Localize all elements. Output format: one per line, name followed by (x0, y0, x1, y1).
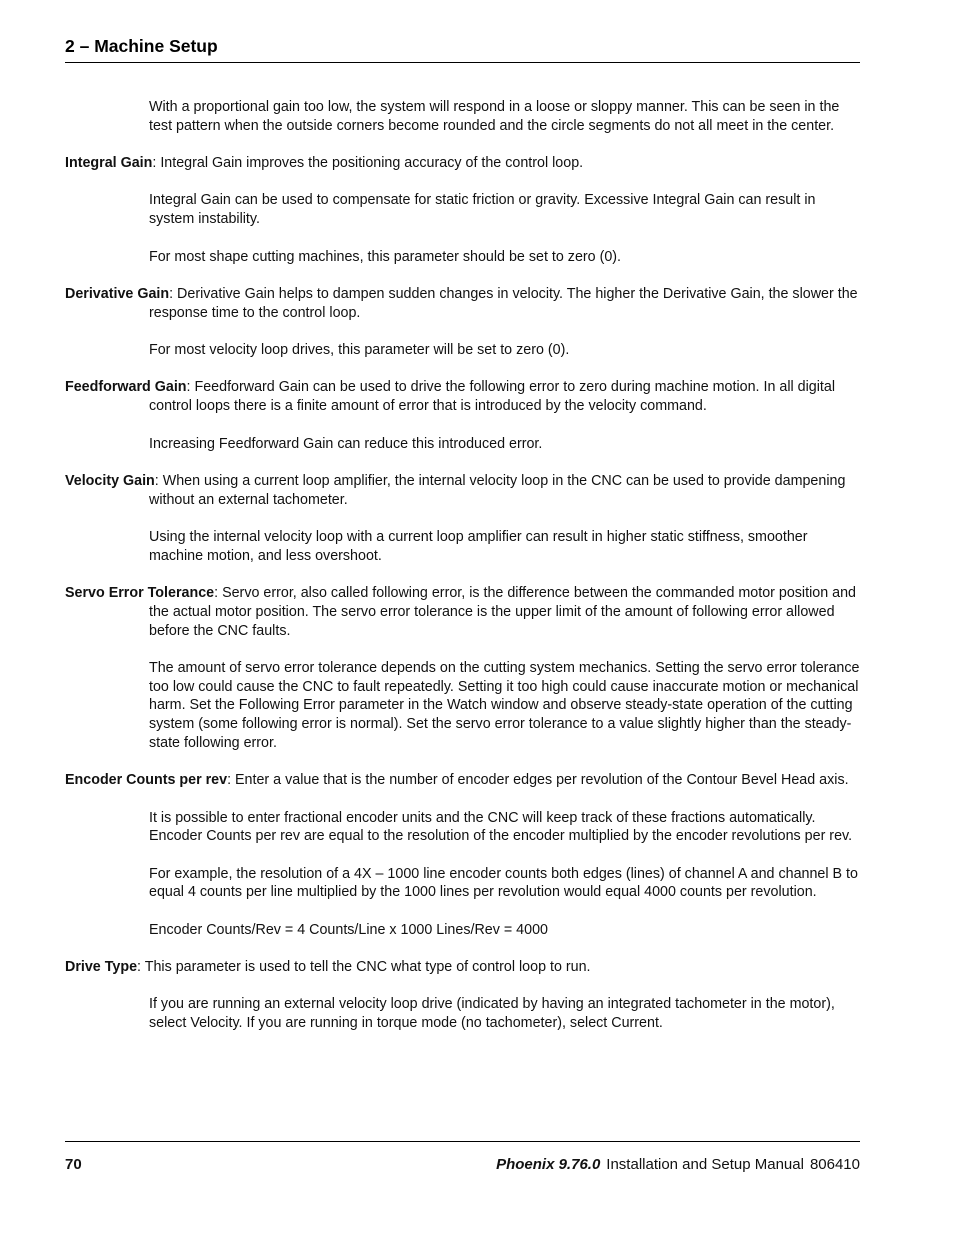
definition-text: : Servo error, also called following error, is the difference between the commanded motor position and the actual motor position. The servo error tolerance is the upper limit of the amount of following error allowed before the CNC faults. (149, 585, 856, 639)
term-integral-gain: Integral Gain (65, 155, 153, 172)
term-velocity-gain: Velocity Gain (65, 472, 155, 489)
part-number: 806410 (809, 1156, 860, 1173)
header-divider (65, 62, 860, 63)
paragraph: For example, the resolution of a 4X – 1000 line encoder counts both edges (lines) of channel A and channel B to equal 4 counts per line multiplied by the 1000 lines per revolution would equal 4000 counts per revolution. (149, 865, 858, 901)
definition-text: : Integral Gain improves the positioning accuracy of the control loop. (152, 155, 584, 172)
product-name: Phoenix 9.76.0 (496, 1156, 601, 1173)
definition-integral-gain (65, 154, 860, 173)
paragraph: Integral Gain can be used to compensate for static friction or gravity. Excessive Integral Gain can result in system instability. (149, 192, 816, 228)
paragraph: For most shape cutting machines, this parameter should be set to zero (0). (149, 248, 622, 265)
footer-manual-info (496, 1156, 860, 1173)
definition-text: : When using a current loop amplifier, the internal velocity loop in the CNC can be used to provide dampening without an external tachometer. (149, 472, 846, 508)
term-drive-type: Drive Type (65, 959, 138, 976)
paragraph: If you are running an external velocity loop drive (indicated by having an integrated tachometer in the motor), select Velocity. If you are running in torque mode (no tachometer), select Current. (149, 996, 835, 1032)
definition-drive-type (65, 958, 860, 977)
section-header: 2 – Machine Setup (65, 36, 218, 56)
page-body (65, 98, 860, 1052)
definition-text: : This parameter is used to tell the CNC what type of control loop to run. (137, 959, 591, 976)
term-feedforward-gain: Feedforward Gain (65, 379, 187, 396)
definition-encoder-counts (65, 771, 860, 790)
paragraph: Increasing Feedforward Gain can reduce this introduced error. (149, 435, 543, 452)
definition-velocity-gain (65, 472, 860, 509)
page-number: 70 (65, 1156, 82, 1173)
manual-title: Installation and Setup Manual (606, 1156, 804, 1173)
term-servo-error-tolerance: Servo Error Tolerance (65, 585, 215, 602)
definition-text: : Derivative Gain helps to dampen sudden changes in velocity. The higher the Derivative Gain, the slower the response time to the control loop. (149, 285, 858, 321)
paragraph: It is possible to enter fractional encoder units and the CNC will keep track of these fractions automatically. Encoder Counts per rev are equal to the resolution of the encoder multiplied by the encoder revolutions per rev. (149, 809, 853, 845)
term-encoder-counts: Encoder Counts per rev (65, 772, 228, 789)
definition-feedforward-gain (65, 378, 860, 415)
paragraph: The amount of servo error tolerance depends on the cutting system mechanics. Setting the servo error tolerance too low could cause the CNC to fault repeatedly. Setting it too high could cause inaccurate motion or mechanical harm. Set the Following Error parameter in the Watch window and observe steady-state operation of the cutting system (some following error is normal). Set the servo error tolerance to a value slightly higher than the steady-state following error. (149, 659, 860, 751)
definition-derivative-gain (65, 285, 860, 322)
paragraph: Using the internal velocity loop with a current loop amplifier can result in higher static stiffness, smoother machine motion, and less overshoot. (149, 529, 808, 564)
definition-text: : Feedforward Gain can be used to drive the following error to zero during machine motion. In all digital control loops there is a finite amount of error that is introduced by the velocity command. (149, 379, 836, 415)
footer-divider (65, 1141, 860, 1142)
definition-text: : Enter a value that is the number of encoder edges per revolution of the Contour Bevel Head axis. (227, 772, 849, 789)
formula: Encoder Counts/Rev = 4 Counts/Line x 1000 Lines/Rev = 4000 (149, 921, 548, 938)
paragraph: For most velocity loop drives, this parameter will be set to zero (0). (149, 342, 570, 359)
term-derivative-gain: Derivative Gain (65, 285, 170, 302)
paragraph-proportional-gain-low: With a proportional gain too low, the system will respond in a loose or sloppy manner. This can be seen in the test pattern when the outside corners become rounded and the circle segments do not all meet in the center. (149, 99, 840, 134)
definition-servo-error-tolerance (65, 584, 860, 640)
